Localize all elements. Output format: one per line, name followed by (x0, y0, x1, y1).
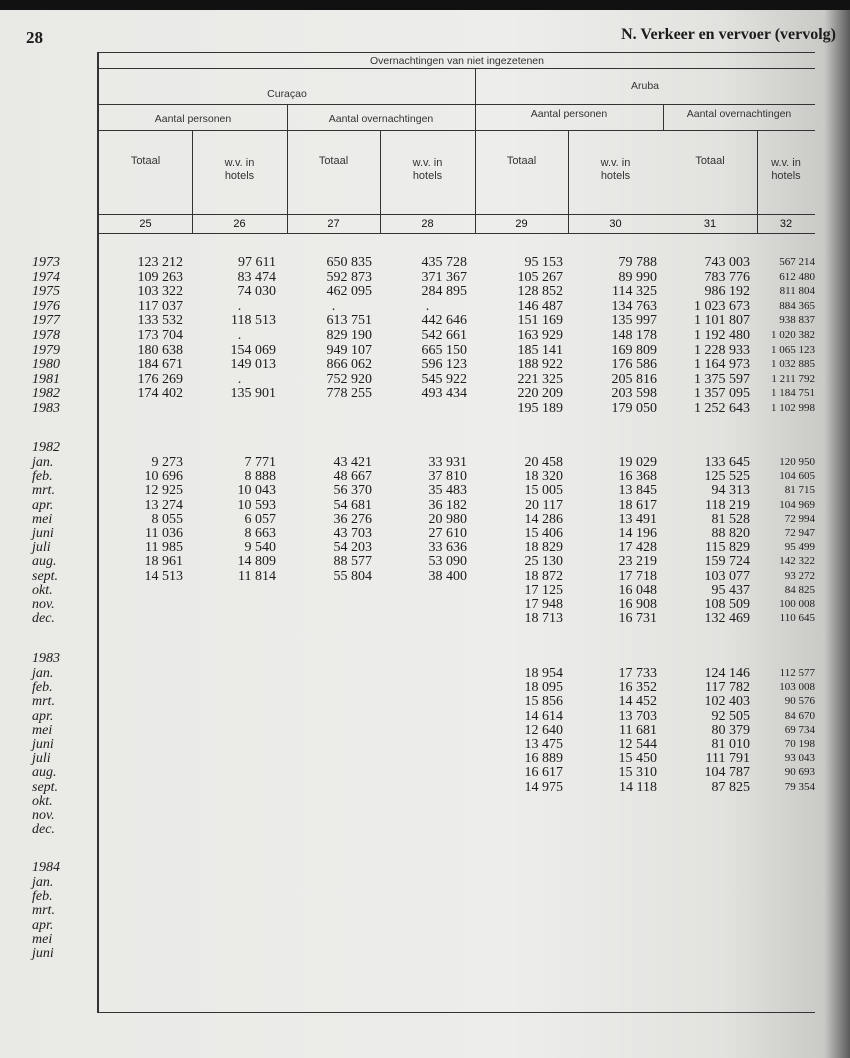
table-cell: 133 532 (137, 313, 183, 329)
table-cell: 36 276 (333, 511, 372, 527)
table-cell: 110 645 (779, 612, 815, 625)
table-cell: 115 829 (705, 540, 750, 556)
table-cell: 94 313 (711, 483, 750, 499)
table-cell: 8 888 (244, 469, 276, 485)
row-label: feb. (32, 889, 53, 905)
row-label: 1981 (32, 371, 60, 387)
row-label: dec. (32, 822, 55, 838)
table-cell: 104 969 (779, 498, 815, 511)
table-cell: 148 178 (611, 328, 657, 343)
table-cell: 27 610 (428, 526, 467, 541)
table-cell: 1 102 998 (771, 402, 815, 414)
table-cell: 10 696 (144, 469, 183, 485)
table-cell: 134 763 (611, 298, 657, 314)
table-cell: 80 379 (711, 722, 750, 738)
row-label: 1983 (32, 401, 60, 416)
header-rule (99, 104, 815, 105)
table-cell: 986 192 (704, 284, 750, 300)
table-cell: 195 189 (517, 401, 563, 416)
row-label: apr. (32, 708, 54, 724)
row-label: jan. (32, 666, 54, 681)
table-cell: 596 123 (421, 357, 467, 373)
column-header-hotels: w.v. in (412, 157, 443, 169)
table-cell: 778 255 (326, 386, 372, 402)
table-cell: 95 499 (784, 541, 815, 554)
header-rule (475, 68, 476, 233)
table-cell: 14 614 (524, 708, 563, 724)
table-cell: 20 117 (525, 497, 563, 513)
row-label: nov. (32, 808, 55, 823)
year-label: 1984 (32, 860, 60, 875)
table-cell: 442 646 (421, 313, 467, 329)
table-cell: 567 214 (779, 256, 815, 268)
table-cell: 17 948 (524, 597, 563, 612)
column-header-totaal: Totaal (130, 155, 161, 167)
table-cell: 109 263 (137, 269, 183, 285)
row-label: juni (32, 526, 54, 541)
table-cell: 81 528 (711, 511, 750, 527)
column-header-hotels: hotels (224, 170, 255, 182)
row-label: juni (32, 737, 54, 752)
table-cell: 14 196 (618, 526, 657, 541)
table-cell: 74 030 (237, 284, 276, 300)
header-aruba: Aruba (630, 80, 660, 92)
table-cell: 783 776 (704, 269, 750, 285)
table-cell: 128 852 (517, 284, 563, 300)
table-cell: 11 985 (145, 540, 183, 556)
table-cell: 105 267 (517, 269, 563, 285)
header-rule (99, 233, 815, 234)
column-header-totaal: Totaal (695, 155, 725, 167)
table-cell: 95 153 (524, 255, 563, 270)
table-cell: 14 513 (144, 568, 183, 584)
table-cell: 15 005 (524, 483, 563, 499)
table-cell: 53 090 (428, 554, 467, 570)
table-cell: 159 724 (704, 554, 750, 570)
table-cell: 54 681 (333, 497, 372, 513)
row-label: sept. (32, 779, 59, 795)
table-cell: 149 013 (230, 357, 276, 373)
table-cell: 88 820 (711, 526, 750, 541)
table-cell: 124 146 (704, 666, 750, 681)
table-cell: 70 198 (784, 738, 815, 750)
table-cell: 95 437 (711, 582, 750, 598)
table-cell: 811 804 (779, 285, 815, 298)
table-cell: . (237, 371, 242, 387)
table-cell: 938 837 (779, 314, 815, 327)
table-cell: 188 922 (517, 357, 563, 373)
table-cell: 13 703 (618, 708, 657, 724)
table-cell: 23 219 (618, 554, 657, 570)
table-cell: 146 487 (517, 298, 563, 314)
table-cell: 866 062 (326, 357, 372, 373)
table-cell: 69 734 (784, 723, 815, 736)
table-cell: 90 693 (784, 766, 815, 779)
header-main: Overnachtingen van niet ingezetenen (370, 55, 544, 67)
row-label: mei (32, 931, 53, 947)
table-cell: 14 809 (237, 554, 276, 570)
table-cell: 179 050 (611, 401, 657, 416)
row-label: juli (32, 540, 51, 556)
header-overnachtingen: Aantal overnachtingen (686, 108, 792, 120)
column-header-hotels: hotels (412, 170, 443, 182)
column-number: 27 (327, 218, 340, 230)
table-cell: 612 480 (779, 270, 815, 283)
table-cell: 14 118 (619, 779, 657, 795)
column-number: 32 (779, 218, 793, 230)
table-cell: 81 715 (784, 484, 815, 497)
row-label: 1977 (32, 313, 60, 329)
table-cell: 205 816 (611, 371, 657, 387)
row-label: okt. (32, 582, 53, 598)
header-curacao: Curaçao (267, 88, 307, 100)
row-label: nov. (32, 597, 55, 612)
table-cell: 16 889 (524, 751, 563, 767)
row-label: 1976 (32, 298, 60, 314)
table-cell: 154 069 (230, 342, 276, 358)
table-cell: 14 975 (524, 779, 563, 795)
table-cell: 142 322 (779, 555, 815, 568)
table-cell: 133 645 (704, 455, 750, 470)
table-cell: 97 611 (238, 255, 276, 270)
column-number: 30 (609, 218, 622, 230)
table-cell: 16 352 (618, 680, 657, 696)
table-cell: 38 400 (428, 568, 467, 584)
table-cell: 884 365 (779, 299, 815, 312)
table-cell: 493 434 (421, 386, 467, 402)
table-cell: 1 020 382 (771, 329, 815, 341)
table-cell: 89 990 (618, 269, 657, 285)
table-cell: 72 994 (784, 512, 815, 525)
table-cell: 13 845 (618, 483, 657, 499)
year-label: 1983 (32, 651, 60, 666)
table-cell: 36 182 (428, 497, 467, 513)
table-top-rule (97, 52, 815, 53)
table-cell: 1 065 123 (771, 343, 815, 356)
column-number: 26 (233, 218, 246, 230)
row-label: feb. (32, 680, 53, 696)
table-cell: . (331, 298, 336, 314)
column-number: 31 (703, 218, 717, 230)
table-cell: 545 922 (421, 371, 467, 387)
row-label: 1975 (32, 284, 60, 300)
table-cell: 18 961 (144, 554, 183, 570)
table-cell: 18 713 (524, 611, 563, 627)
table-cell: 33 931 (428, 455, 467, 470)
table-cell: 13 274 (144, 497, 183, 513)
table-cell: 102 403 (704, 694, 750, 710)
row-label: 1982 (32, 386, 60, 402)
table-cell: 10 043 (237, 483, 276, 499)
table-cell: 120 950 (779, 456, 815, 468)
table-cell: 108 509 (704, 597, 750, 612)
column-header-hotels: w.v. in (771, 157, 801, 169)
table-cell: . (425, 298, 430, 314)
table-cell: 118 513 (231, 313, 276, 329)
table-cell: 8 055 (151, 511, 183, 527)
row-label: aug. (32, 554, 57, 570)
table-cell: 1 211 792 (771, 372, 815, 385)
header-rule (99, 214, 815, 215)
column-header-hotels: hotels (771, 170, 801, 182)
year-label: 1982 (32, 440, 60, 455)
table-cell: 20 980 (428, 511, 467, 527)
table-cell: 18 095 (524, 680, 563, 696)
table-cell: 462 095 (326, 284, 372, 300)
table-cell: 743 003 (704, 255, 750, 270)
row-label: juni (32, 946, 54, 961)
table-cell: 15 406 (524, 526, 563, 541)
table-cell: 12 640 (524, 722, 563, 738)
table-cell: 17 428 (618, 540, 657, 556)
row-label: 1974 (32, 269, 60, 285)
table-cell: 184 671 (137, 357, 183, 373)
header-overnachtingen: Aantal overnachtingen (328, 113, 434, 125)
table-cell: 435 728 (421, 255, 467, 270)
table-cell: 1 375 597 (694, 371, 750, 387)
table-cell: 103 008 (779, 681, 815, 694)
table-cell: 55 804 (333, 568, 372, 584)
table-cell: 18 954 (524, 666, 563, 681)
table-cell: 1 357 095 (694, 386, 750, 402)
table-cell: 17 733 (618, 666, 657, 681)
table-cell: 33 636 (428, 540, 467, 556)
column-number: 25 (139, 218, 152, 230)
table-cell: 174 402 (137, 386, 183, 402)
table-cell: 220 209 (517, 386, 563, 402)
table-cell: 84 825 (784, 583, 815, 596)
table-cell: 83 474 (237, 269, 276, 285)
table-cell: 829 190 (326, 328, 372, 343)
row-label: 1978 (32, 328, 60, 343)
row-label: 1979 (32, 342, 60, 358)
table-cell: 14 452 (618, 694, 657, 710)
row-label: jan. (32, 455, 54, 470)
table-cell: 93 043 (784, 752, 815, 765)
table-cell: 123 212 (137, 255, 183, 270)
table-cell: 72 947 (784, 527, 815, 539)
table-cell: 752 920 (326, 371, 372, 387)
table-cell: 151 169 (517, 313, 563, 329)
section-title: N. Verkeer en vervoer (vervolg) (621, 26, 836, 43)
table-cell: 56 370 (333, 483, 372, 499)
table-cell: 1 184 751 (771, 387, 815, 400)
table-cell: 18 829 (524, 540, 563, 556)
table-cell: 15 310 (618, 765, 657, 781)
table-cell: 203 598 (611, 386, 657, 402)
table-cell: 19 029 (618, 455, 657, 470)
table-cell: 176 269 (137, 371, 183, 387)
table-cell: 613 751 (326, 313, 372, 329)
table-cell: 180 638 (137, 342, 183, 358)
table-cell: 1 228 933 (694, 342, 750, 358)
table-cell: 25 130 (524, 554, 563, 570)
table-cell: 10 593 (237, 497, 276, 513)
table-cell: 18 872 (524, 568, 563, 584)
table-cell: 16 908 (618, 597, 657, 612)
table-cell: 48 667 (333, 469, 372, 485)
table-cell: 6 057 (244, 511, 276, 527)
row-label: 1980 (32, 357, 60, 373)
table-cell: 1 192 480 (694, 328, 750, 343)
table-cell: 169 809 (611, 342, 657, 358)
table-cell: 16 048 (618, 582, 657, 598)
table-cell: 103 322 (137, 284, 183, 300)
table-cell: 79 354 (784, 780, 815, 793)
table-bottom-rule (97, 1012, 815, 1013)
column-header-hotels: hotels (600, 170, 631, 182)
table-cell: 117 782 (705, 680, 750, 696)
table-cell: 17 718 (618, 568, 657, 584)
table-cell: 20 458 (524, 455, 563, 470)
table-cell: 84 670 (784, 709, 815, 722)
table-cell: 11 814 (238, 568, 276, 584)
table-cell: 18 320 (524, 469, 563, 485)
row-label: mei (32, 511, 53, 527)
table-cell: 1 252 643 (694, 401, 750, 416)
table-cell: 949 107 (326, 342, 372, 358)
row-label: dec. (32, 611, 55, 627)
table-cell: 650 835 (326, 255, 372, 270)
table-cell: 54 203 (333, 540, 372, 556)
table-cell: 284 895 (421, 284, 467, 300)
table-cell: 103 077 (704, 568, 750, 584)
table-cell: 15 856 (524, 694, 563, 710)
header-rule (99, 68, 815, 69)
table-cell: 7 771 (244, 455, 276, 470)
table-cell: 104 605 (779, 470, 815, 483)
row-label: okt. (32, 793, 53, 809)
table-cell: 11 681 (619, 722, 657, 738)
table-cell: 221 325 (517, 371, 563, 387)
table-cell: 173 704 (137, 328, 183, 343)
table-cell: 15 450 (618, 751, 657, 767)
table-cell: 9 540 (244, 540, 276, 556)
row-label: jan. (32, 875, 54, 890)
row-label: mrt. (32, 483, 55, 499)
table-cell: 16 617 (524, 765, 563, 781)
table-cell: 542 661 (421, 328, 467, 343)
table-cell: 104 787 (704, 765, 750, 781)
table-cell: 163 929 (517, 328, 563, 343)
row-label: feb. (32, 469, 53, 485)
table-cell: 88 577 (333, 554, 372, 570)
table-cell: . (237, 298, 242, 314)
row-label: apr. (32, 497, 54, 513)
table-cell: 132 469 (704, 611, 750, 627)
row-label: 1973 (32, 255, 60, 270)
table-cell: 592 873 (326, 269, 372, 285)
table-cell: 92 505 (711, 708, 750, 724)
table-cell: 371 367 (421, 269, 467, 285)
table-cell: 9 273 (151, 455, 183, 470)
row-label: apr. (32, 917, 54, 933)
table-cell: 114 325 (612, 284, 657, 300)
row-label: mrt. (32, 903, 55, 919)
table-cell: 1 164 973 (694, 357, 750, 373)
table-cell: 135 901 (230, 386, 276, 402)
table-cell: 13 475 (524, 737, 563, 752)
table-cell: 118 219 (705, 497, 750, 513)
table-cell: 16 368 (618, 469, 657, 485)
table-cell: 87 825 (711, 779, 750, 795)
row-label: mei (32, 722, 53, 738)
column-number: 29 (515, 218, 528, 230)
table-cell: 90 576 (784, 695, 815, 708)
table-cell: . (237, 328, 242, 343)
table-cell: 1 101 807 (694, 313, 750, 329)
table-cell: 43 703 (333, 526, 372, 541)
table-cell: 13 491 (618, 511, 657, 527)
table-cell: 14 286 (524, 511, 563, 527)
table-cell: 11 036 (145, 526, 183, 541)
page-number: 28 (26, 28, 43, 47)
table-cell: 81 010 (711, 737, 750, 752)
column-header-totaal: Totaal (318, 155, 349, 167)
table-cell: 79 788 (618, 255, 657, 270)
table-cell: 12 544 (618, 737, 657, 752)
table-cell: 176 586 (611, 357, 657, 373)
header-personen: Aantal personen (154, 113, 232, 125)
table-cell: 125 525 (704, 469, 750, 485)
column-number: 28 (421, 218, 434, 230)
scan-border (0, 0, 850, 10)
header-personen: Aantal personen (530, 108, 608, 120)
table-cell: 185 141 (517, 342, 563, 358)
row-label: sept. (32, 568, 59, 584)
row-label: mrt. (32, 694, 55, 710)
table-cell: 117 037 (138, 298, 183, 314)
column-header-hotels: w.v. in (600, 157, 631, 169)
table-cell: 665 150 (421, 342, 467, 358)
table-cell: 111 791 (705, 751, 750, 767)
table-cell: 8 663 (244, 526, 276, 541)
table-cell: 93 272 (784, 569, 815, 582)
table-cell: 135 997 (611, 313, 657, 329)
column-header-totaal: Totaal (506, 155, 537, 167)
table-cell: 17 125 (524, 582, 563, 598)
column-header-hotels: w.v. in (224, 157, 255, 169)
table-cell: 43 421 (333, 455, 372, 470)
table-cell: 112 577 (779, 667, 815, 679)
table-cell: 100 008 (779, 598, 815, 610)
table-cell: 12 925 (144, 483, 183, 499)
header-rule (99, 130, 815, 131)
table-cell: 35 483 (428, 483, 467, 499)
table-cell: 18 617 (618, 497, 657, 513)
table-cell: 16 731 (618, 611, 657, 627)
table-cell: 37 810 (428, 469, 467, 485)
row-label: juli (32, 751, 51, 767)
table-cell: 1 023 673 (694, 298, 750, 314)
row-label: aug. (32, 765, 57, 781)
table-cell: 1 032 885 (771, 358, 815, 371)
